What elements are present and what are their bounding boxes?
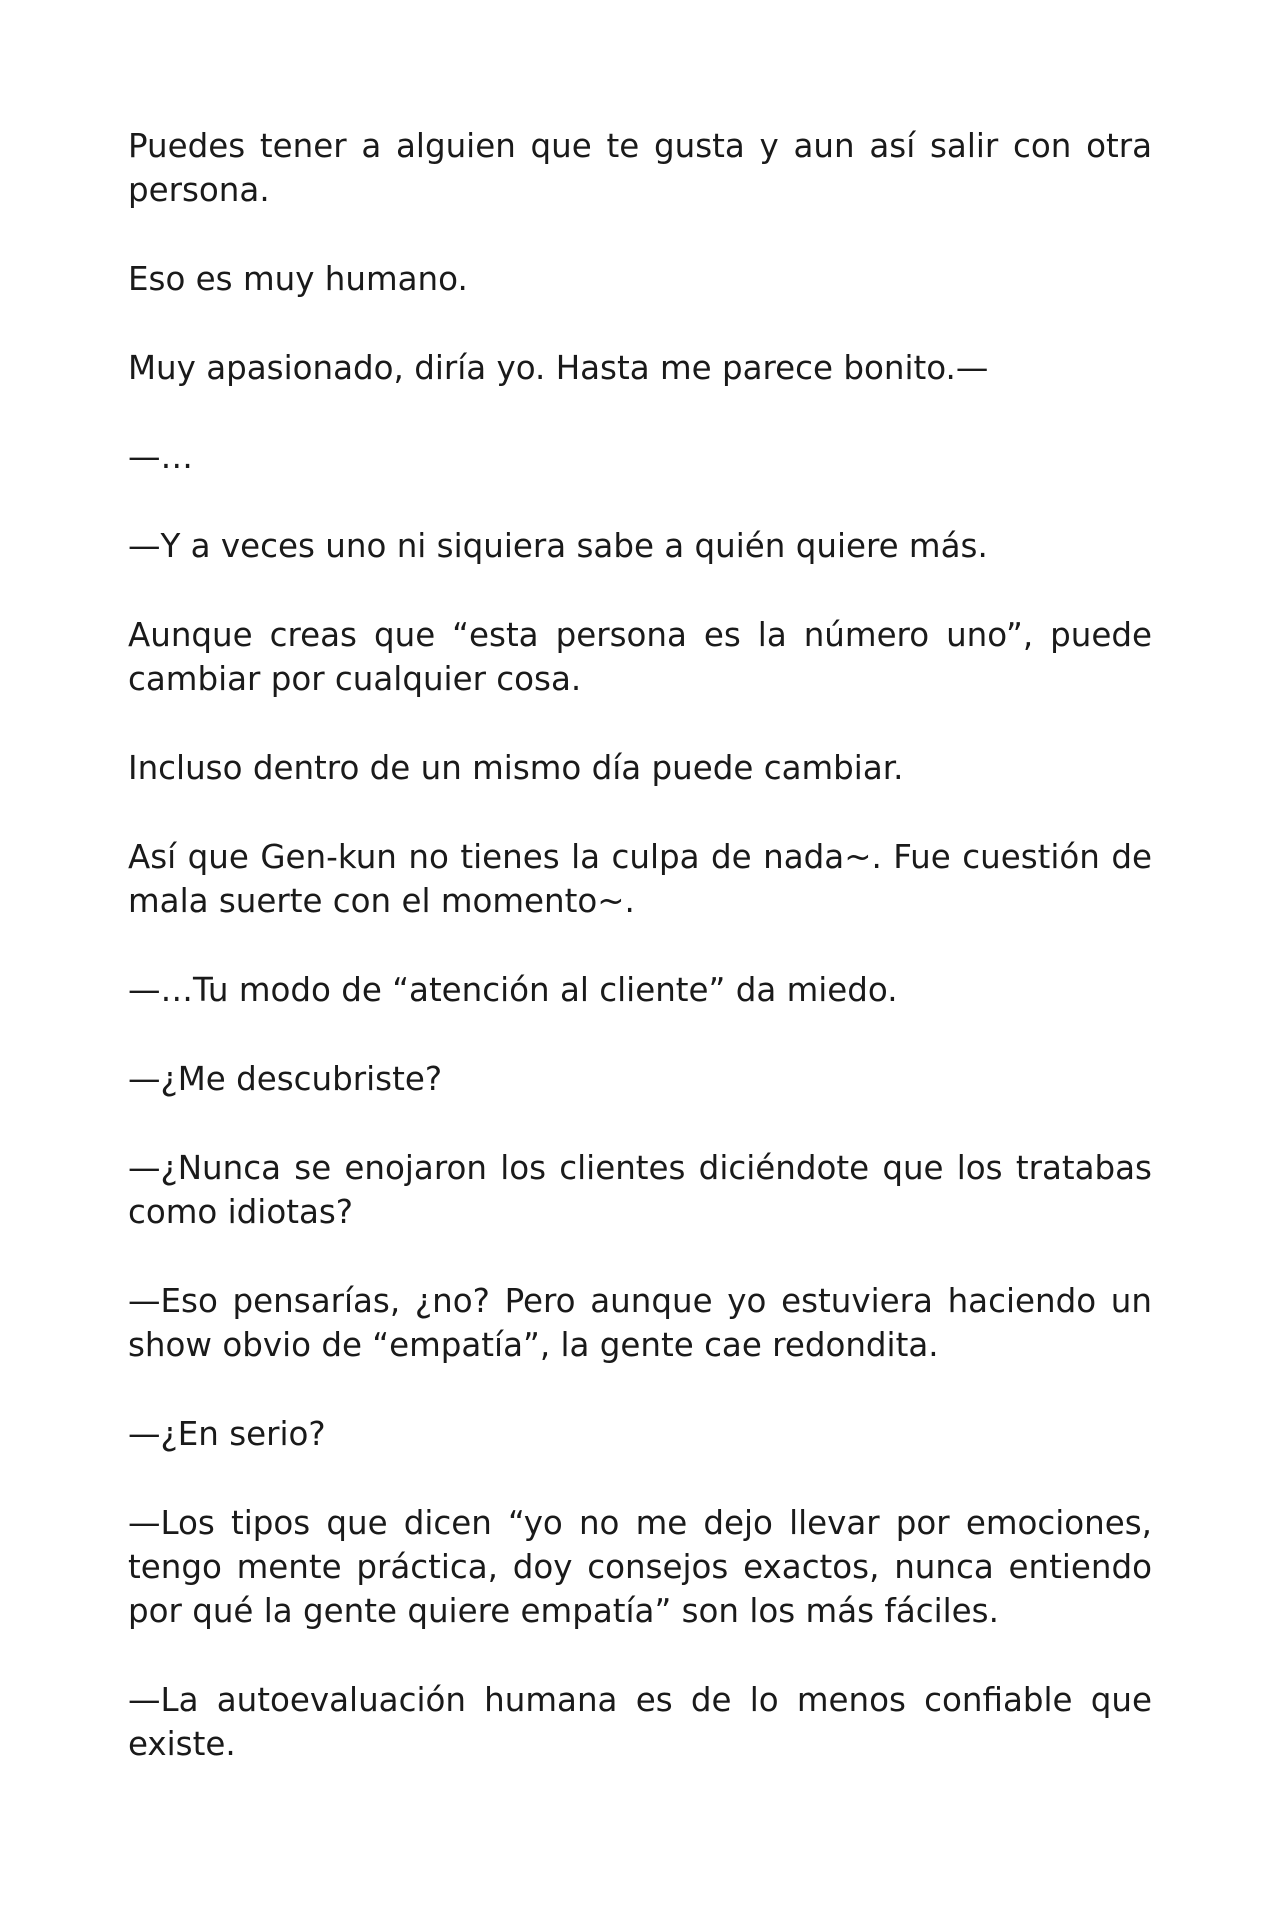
paragraph-15: —La autoevaluación humana es de lo menos confiable que existe.	[128, 1681, 1152, 1763]
paragraph-8: Así que Gen-kun no tienes la culpa de nada~. Fue cuestión de mala suerte con el momento~.	[128, 838, 1152, 920]
paragraph-11: —¿Nunca se enojaron los clientes diciéndote que los tratabas como idiotas?	[128, 1149, 1152, 1231]
paragraph-3: Muy apasionado, diría yo. Hasta me parece bonito.—	[128, 349, 989, 387]
paragraph-6: Aunque creas que “esta persona es la número uno”, puede cambiar por cualquier cosa.	[128, 616, 1152, 698]
paragraph-14: —Los tipos que dicen “yo no me dejo llevar por emociones, tengo mente práctica, doy consejos exactos, nunca entiendo por qué la gente quiere empatía” son los más fáciles.	[128, 1504, 1152, 1630]
document-page	[128, 124, 1152, 1766]
paragraph-7: Incluso dentro de un mismo día puede cambiar.	[128, 749, 904, 787]
paragraph-1: Puedes tener a alguien que te gusta y aun así salir con otra persona.	[128, 127, 1152, 209]
paragraph-5: —Y a veces uno ni siquiera sabe a quién quiere más.	[128, 527, 988, 565]
paragraph-10: —¿Me descubriste?	[128, 1060, 443, 1098]
paragraph-13: —¿En serio?	[128, 1415, 326, 1453]
paragraph-9: —…Tu modo de “atención al cliente” da miedo.	[128, 971, 898, 1009]
paragraph-12: —Eso pensarías, ¿no? Pero aunque yo estuviera haciendo un show obvio de “empatía”, la gente cae redondita.	[128, 1282, 1152, 1364]
paragraph-4: —…	[128, 438, 193, 476]
paragraph-2: Eso es muy humano.	[128, 260, 468, 298]
